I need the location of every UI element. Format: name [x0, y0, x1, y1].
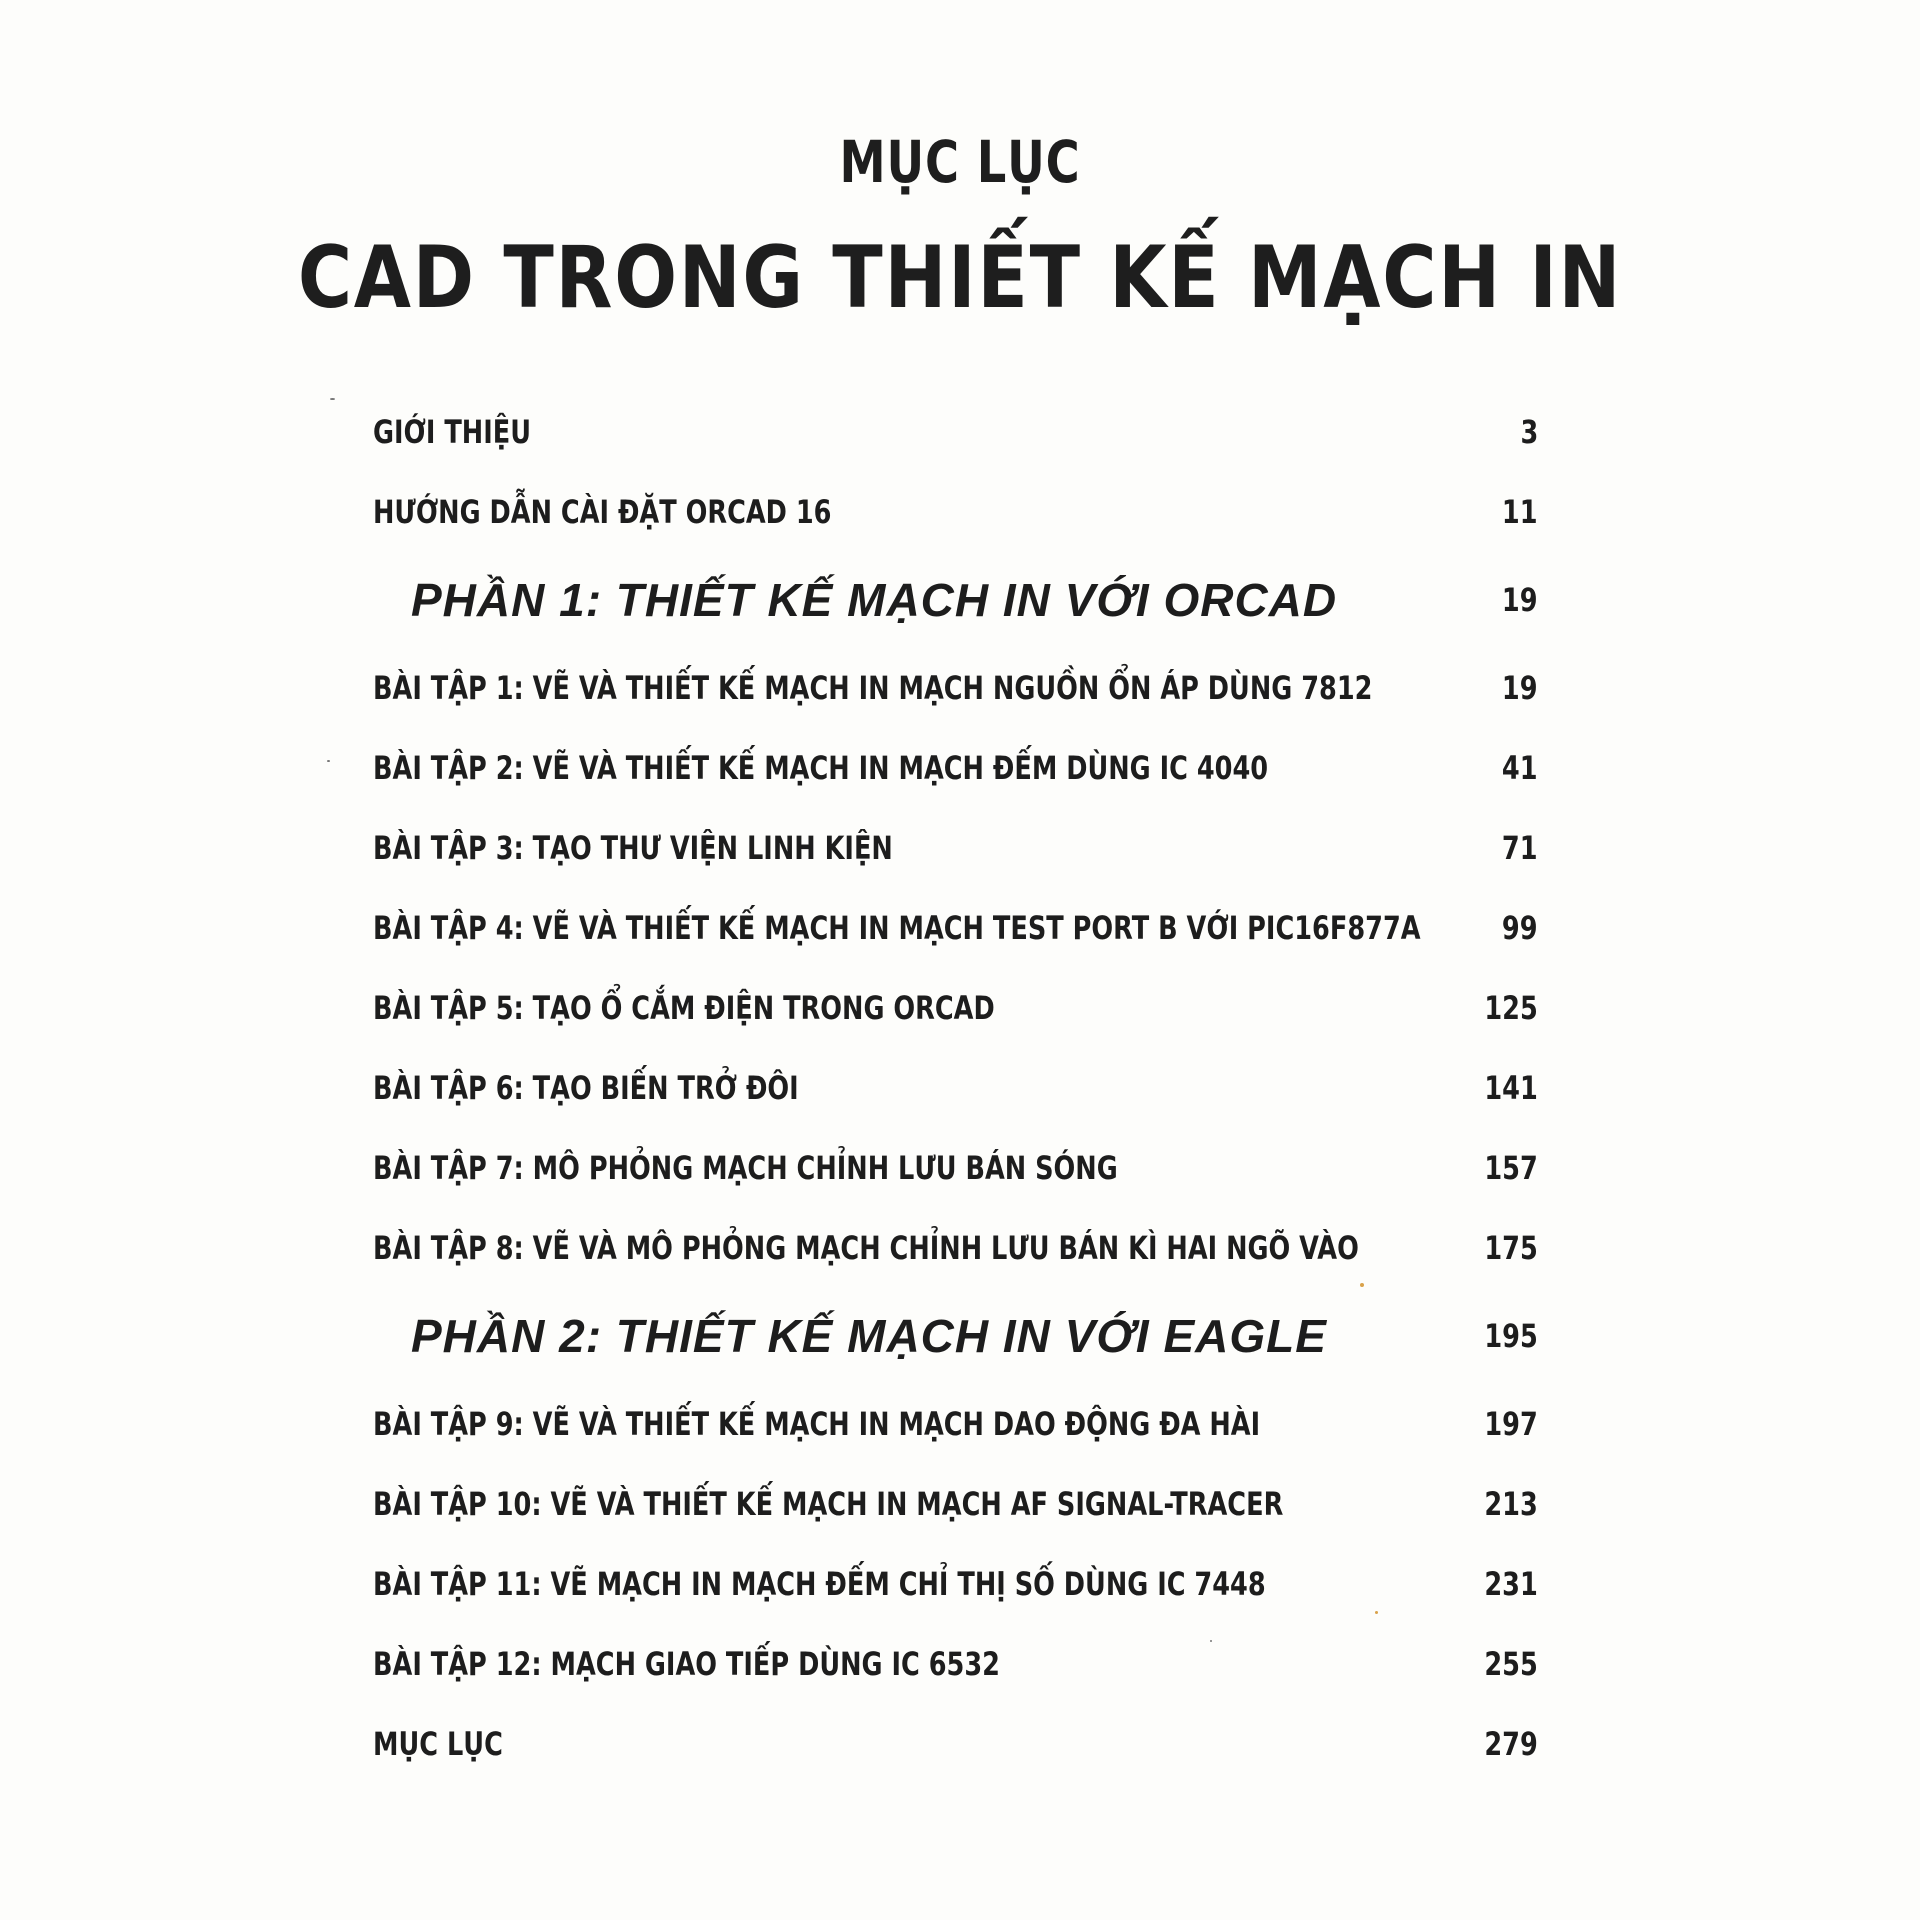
- toc-entry: [373, 1704, 1538, 1784]
- toc-entry: [373, 728, 1538, 808]
- toc-entry-title: BÀI TẬP 5: TẠO Ổ CẮM ĐIỆN TRONG ORCAD: [373, 989, 995, 1027]
- scan-speck: [327, 760, 330, 762]
- page-title: MỤC LỤC: [839, 128, 1081, 196]
- toc-entry: [373, 1624, 1538, 1704]
- toc-entry: [373, 888, 1538, 968]
- toc-page-number: 157: [1484, 1149, 1538, 1187]
- toc-entry: [373, 1048, 1538, 1128]
- toc-entry-title: BÀI TẬP 1: VẼ VÀ THIẾT KẾ MẠCH IN MẠCH NGUỒN ỔN ÁP DÙNG 7812: [373, 669, 1373, 707]
- toc-page-number: 279: [1484, 1725, 1538, 1763]
- scan-speck: [1375, 1611, 1378, 1614]
- toc-entry-title: BÀI TẬP 8: VẼ VÀ MÔ PHỎNG MẠCH CHỈNH LƯU BÁN KÌ HAI NGÕ VÀO: [373, 1229, 1359, 1267]
- toc-entry-title: BÀI TẬP 4: VẼ VÀ THIẾT KẾ MẠCH IN MẠCH TEST PORT B VỚI PIC16F877A: [373, 909, 1421, 947]
- table-of-contents: [373, 392, 1538, 1784]
- toc-entry: [373, 1544, 1538, 1624]
- toc-entry: [373, 472, 1538, 552]
- toc-entry-title: BÀI TẬP 11: VẼ MẠCH IN MẠCH ĐẾM CHỈ THỊ SỐ DÙNG IC 7448: [373, 1565, 1266, 1603]
- toc-entry: [373, 392, 1538, 472]
- toc-page-number: 3: [1520, 413, 1538, 451]
- toc-entry: [373, 1208, 1538, 1288]
- toc-entry-title: PHẦN 1: THIẾT KẾ MẠCH IN VỚI ORCAD: [411, 574, 1338, 626]
- toc-entry: [373, 648, 1538, 728]
- toc-entry-title: PHẦN 2: THIẾT KẾ MẠCH IN VỚI EAGLE: [411, 1310, 1327, 1362]
- toc-entry: [373, 808, 1538, 888]
- toc-page-number: 197: [1484, 1405, 1538, 1443]
- scan-speck: [330, 398, 335, 400]
- toc-page-number: 19: [1502, 581, 1538, 619]
- toc-entry: [373, 1464, 1538, 1544]
- toc-entry-title: BÀI TẬP 2: VẼ VÀ THIẾT KẾ MẠCH IN MẠCH ĐẾM DÙNG IC 4040: [373, 749, 1269, 787]
- toc-page-number: 99: [1502, 909, 1538, 947]
- toc-entry-title: BÀI TẬP 7: MÔ PHỎNG MẠCH CHỈNH LƯU BÁN SÓNG: [373, 1149, 1118, 1187]
- toc-entry-title: GIỚI THIỆU: [373, 413, 532, 451]
- toc-page-number: 195: [1484, 1317, 1538, 1355]
- toc-page-number: 71: [1502, 829, 1538, 867]
- toc-part-heading: [373, 1288, 1538, 1384]
- toc-page-number: 141: [1484, 1069, 1538, 1107]
- toc-entry: [373, 968, 1538, 1048]
- toc-entry-title: BÀI TẬP 3: TẠO THƯ VIỆN LINH KIỆN: [373, 829, 893, 867]
- toc-entry-title: MỤC LỤC: [373, 1725, 503, 1763]
- scan-speck: [1360, 1283, 1364, 1287]
- toc-page-number: 255: [1484, 1645, 1538, 1683]
- toc-page-number: 19: [1502, 669, 1538, 707]
- toc-entry-title: BÀI TẬP 12: MẠCH GIAO TIẾP DÙNG IC 6532: [373, 1645, 1000, 1683]
- scan-speck: [1210, 1640, 1212, 1642]
- toc-entry-title: BÀI TẬP 6: TẠO BIẾN TRỞ ĐÔI: [373, 1069, 799, 1107]
- toc-entry-title: BÀI TẬP 9: VẼ VÀ THIẾT KẾ MẠCH IN MẠCH DAO ĐỘNG ĐA HÀI: [373, 1405, 1261, 1443]
- toc-page-number: 11: [1502, 493, 1538, 531]
- toc-page-number: 213: [1484, 1485, 1538, 1523]
- toc-entry-title: HƯỚNG DẪN CÀI ĐẶT ORCAD 16: [373, 493, 832, 531]
- book-title: CAD TRONG THIẾT KẾ MẠCH IN: [297, 228, 1623, 328]
- toc-page-number: 125: [1484, 989, 1538, 1027]
- toc-page-number: 175: [1484, 1229, 1538, 1267]
- toc-entry: [373, 1128, 1538, 1208]
- toc-entry: [373, 1384, 1538, 1464]
- toc-page-number: 41: [1502, 749, 1538, 787]
- toc-entry-title: BÀI TẬP 10: VẼ VÀ THIẾT KẾ MẠCH IN MẠCH AF SIGNAL-TRACER: [373, 1485, 1284, 1523]
- toc-page-number: 231: [1484, 1565, 1538, 1603]
- toc-part-heading: [373, 552, 1538, 648]
